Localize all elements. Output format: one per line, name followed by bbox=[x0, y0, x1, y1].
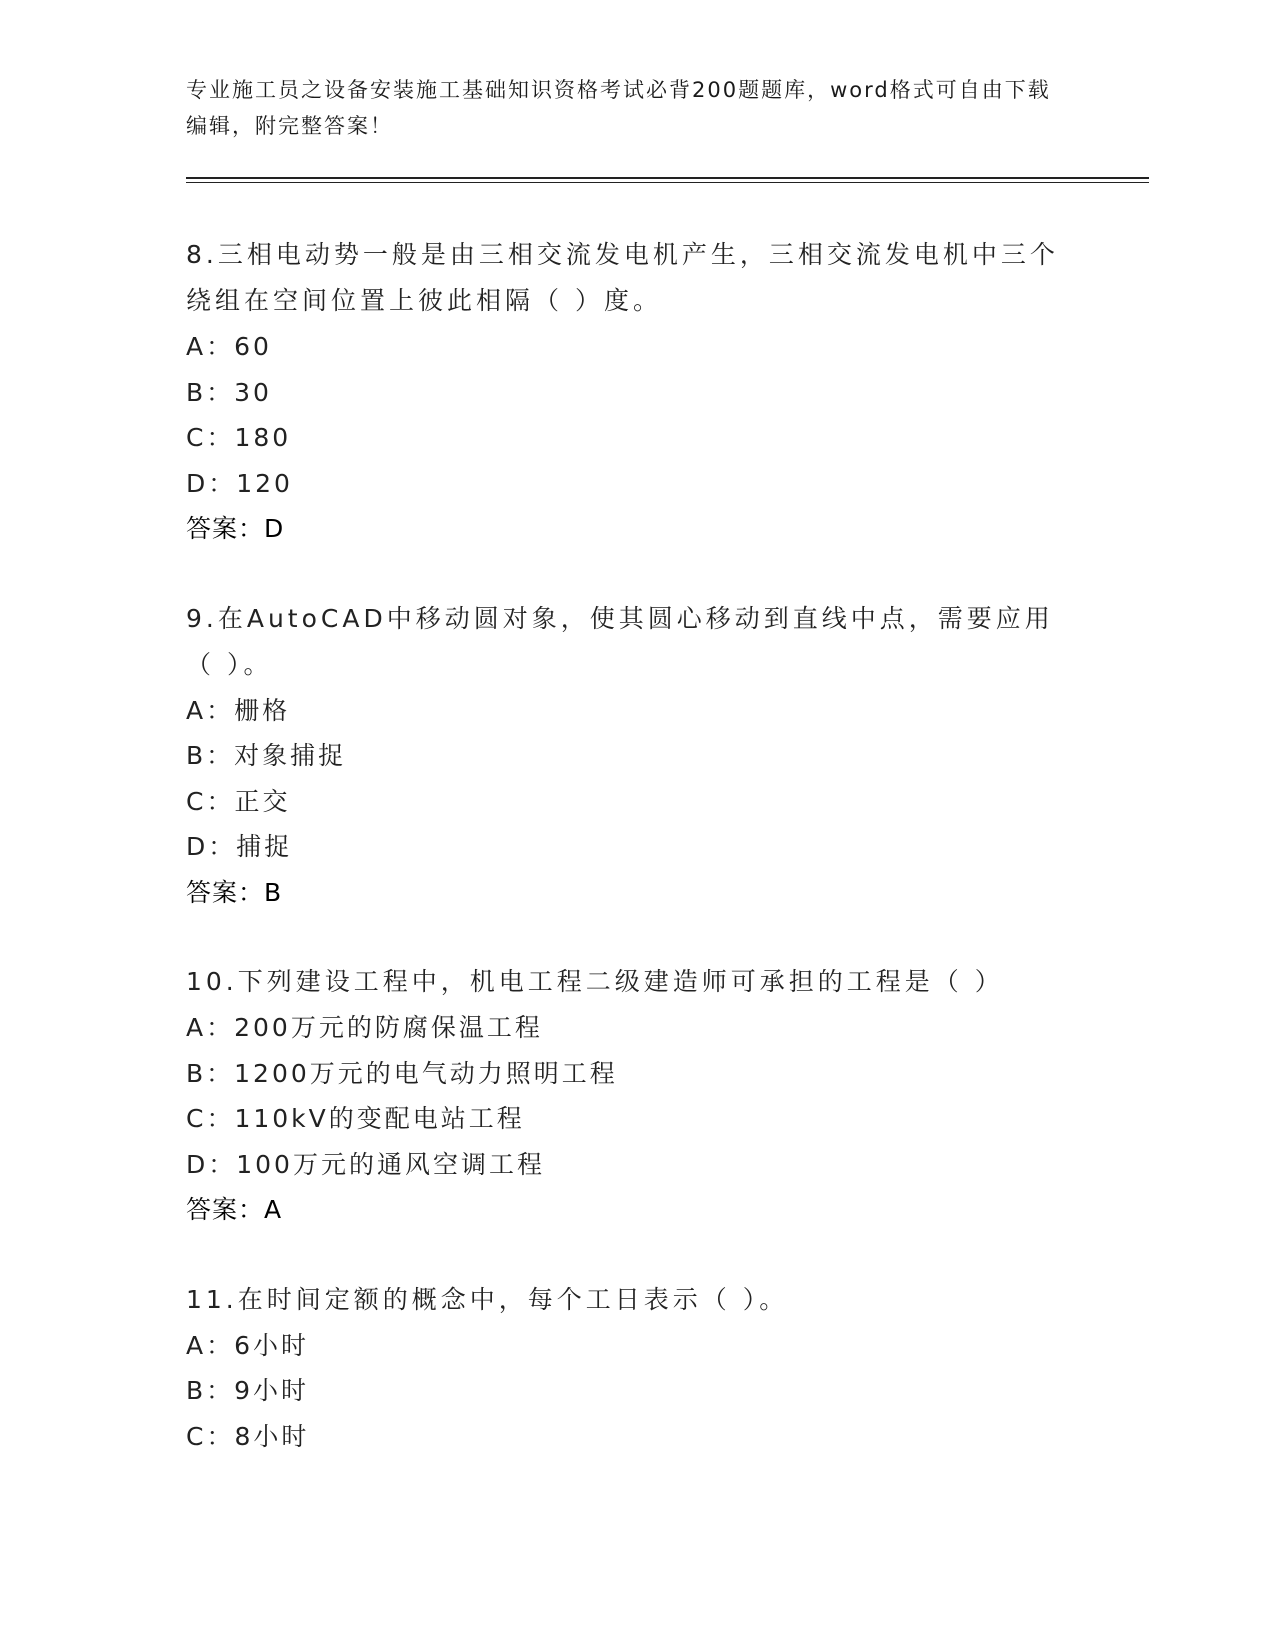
option-b: B：1200万元的电气动力照明工程 bbox=[186, 1058, 618, 1088]
question-stem: 8.三相电动势一般是由三相交流发电机产生，三相交流发电机中三个绕组在空间位置上彼此相隔（ ）度。 bbox=[186, 240, 1059, 315]
document-header: 专业施工员之设备安装施工基础知识资格考试必背200题题库，word格式可自由下载编辑，附完整答案！ bbox=[186, 78, 1051, 138]
answer-line: 答案：A bbox=[186, 1195, 283, 1224]
option-b: B：30 bbox=[186, 377, 272, 407]
question-8 bbox=[186, 232, 1066, 552]
option-a: A：6小时 bbox=[186, 1330, 310, 1360]
question-list bbox=[186, 232, 1066, 1503]
question-stem: 11.在时间定额的概念中，每个工日表示（ ）。 bbox=[186, 1284, 789, 1314]
option-d: D：120 bbox=[186, 468, 293, 498]
option-c: C：180 bbox=[186, 423, 292, 452]
option-b: B：9小时 bbox=[186, 1376, 310, 1405]
option-a: A：60 bbox=[186, 332, 272, 361]
question-stem: 10.下列建设工程中，机电工程二级建造师可承担的工程是（ ） bbox=[186, 967, 1004, 996]
header-divider-thick bbox=[186, 177, 1149, 179]
option-d: D：捕捉 bbox=[186, 832, 293, 861]
header-divider-thin bbox=[186, 182, 1149, 183]
option-c: C：8小时 bbox=[186, 1421, 310, 1451]
option-a: A：栅格 bbox=[186, 695, 291, 725]
question-stem: 9.在AutoCAD中移动圆对象，使其圆心移动到直线中点，需要应用（ ）。 bbox=[186, 603, 1054, 679]
answer-line: 答案：B bbox=[186, 877, 283, 907]
option-b: B：对象捕捉 bbox=[186, 741, 347, 770]
option-c: C：正交 bbox=[186, 786, 291, 816]
answer-line: 答案：D bbox=[186, 514, 285, 543]
question-11 bbox=[186, 1277, 1066, 1460]
option-d: D：100万元的通风空调工程 bbox=[186, 1149, 545, 1179]
question-10 bbox=[186, 959, 1066, 1233]
option-a: A：200万元的防腐保温工程 bbox=[186, 1013, 543, 1042]
option-c: C：110kV的变配电站工程 bbox=[186, 1104, 525, 1133]
question-9 bbox=[186, 596, 1066, 916]
